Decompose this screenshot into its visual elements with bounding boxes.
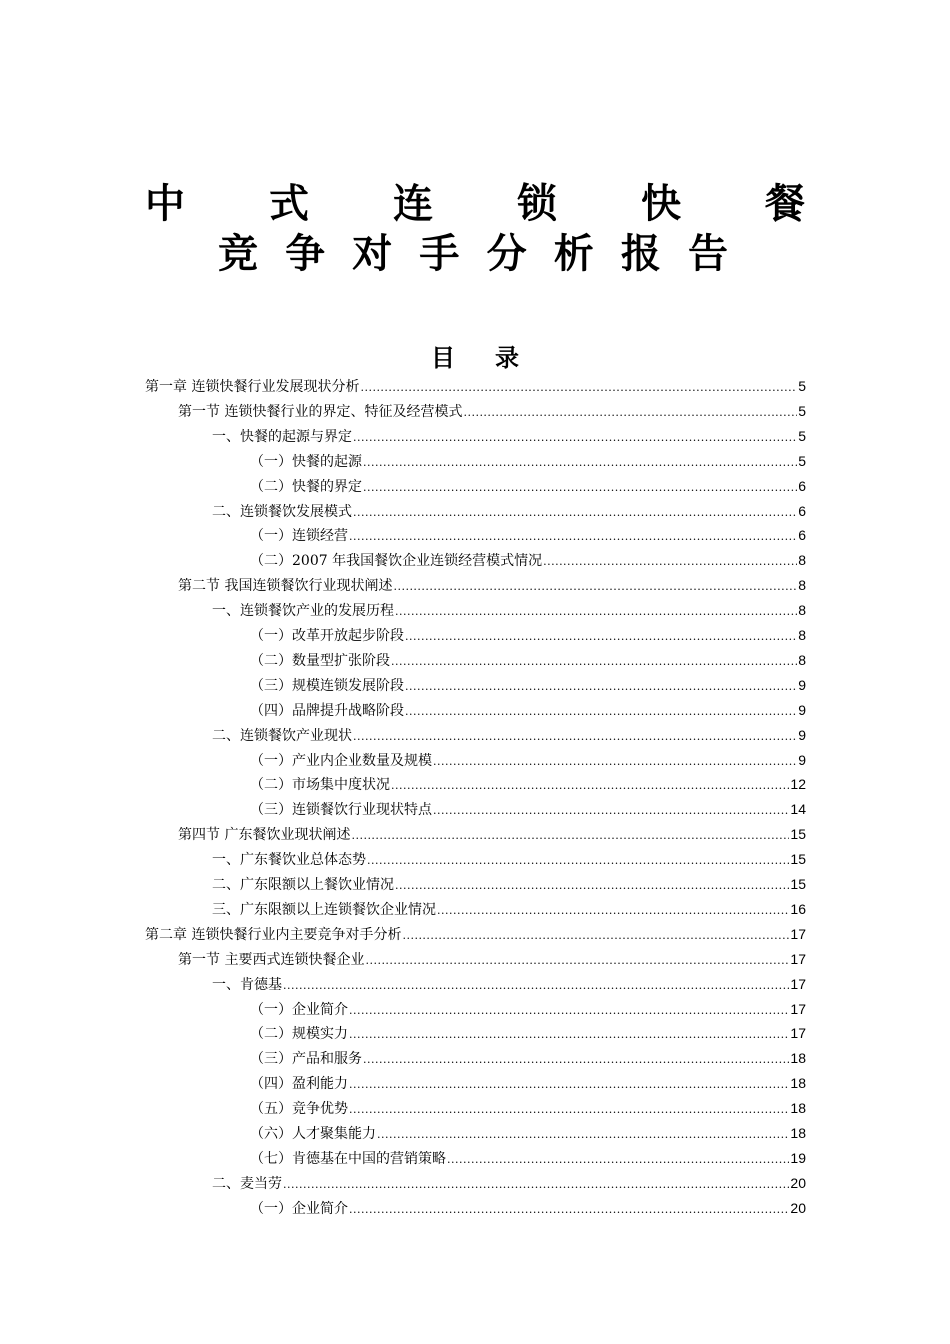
toc-page-number: 16 <box>790 900 806 917</box>
toc-entry-title: （二）快餐的界定 <box>250 478 362 495</box>
toc-dot-leader <box>437 898 789 923</box>
toc-page-number: 18 <box>790 1125 806 1141</box>
document-title-line-2 <box>218 230 728 278</box>
toc-page-number: 5 <box>798 378 806 394</box>
document-title-line-1 <box>145 180 805 228</box>
title-char: 争 <box>285 231 326 277</box>
title-char: 对 <box>352 231 393 277</box>
toc-page-number: 20 <box>790 1199 806 1216</box>
toc-dot-leader <box>363 475 797 500</box>
toc-dot-leader <box>395 873 789 898</box>
toc-entry[interactable] <box>212 972 806 997</box>
toc-entry-title: 一、广东餐饮业总体态势 <box>212 852 366 869</box>
toc-entry-title: 一、快餐的起源与界定 <box>212 428 352 445</box>
toc-entry[interactable] <box>250 997 806 1022</box>
title-char: 析 <box>553 231 594 277</box>
toc-page-number: 17 <box>790 1025 806 1042</box>
title-char: 餐 <box>765 181 805 227</box>
toc-page-number: 15 <box>790 876 806 892</box>
toc-dot-leader <box>353 500 797 525</box>
toc-page-number: 15 <box>790 826 806 843</box>
title-char: 分 <box>486 231 527 277</box>
toc-entry-title: 第一节 主要西式连锁快餐企业 <box>178 951 365 968</box>
toc-dot-leader <box>283 1172 789 1197</box>
toc-entry[interactable] <box>250 548 806 573</box>
toc-entry-title: （二）规模实力 <box>250 1026 348 1043</box>
toc-entry[interactable] <box>212 598 806 623</box>
toc-entry-title: （四）品牌提升战略阶段 <box>250 702 404 719</box>
toc-page-number: 6 <box>798 477 806 494</box>
toc-page-number: 12 <box>790 776 806 793</box>
toc-page-number: 9 <box>798 726 806 743</box>
toc-entry-title: （一）连锁经营 <box>250 528 348 545</box>
toc-dot-leader <box>349 1197 789 1222</box>
title-char: 手 <box>419 231 460 277</box>
toc-page-number: 9 <box>798 676 806 693</box>
toc-dot-leader <box>447 1147 789 1172</box>
toc-entry[interactable] <box>212 424 806 449</box>
toc-entry[interactable] <box>250 698 806 723</box>
toc-entry-title: 二、连锁餐饮发展模式 <box>212 503 352 520</box>
toc-entry[interactable] <box>250 797 806 822</box>
toc-entry-title: （一）企业简介 <box>250 1200 348 1217</box>
toc-dot-leader <box>360 375 797 400</box>
toc-entry-title: （一）企业简介 <box>250 1001 348 1018</box>
toc-page-number: 8 <box>798 627 806 643</box>
toc-dot-leader <box>463 400 797 425</box>
toc-dot-leader <box>363 450 797 475</box>
toc-page-number: 18 <box>790 1100 806 1117</box>
toc-entry[interactable] <box>250 623 806 648</box>
toc-entry[interactable] <box>212 1171 806 1196</box>
toc-entry-title: （三）规模连锁发展阶段 <box>250 677 404 694</box>
toc-page-number: 17 <box>790 925 806 942</box>
toc-dot-leader <box>402 923 789 948</box>
toc-page-number: 9 <box>798 751 806 768</box>
title-char: 告 <box>687 231 728 277</box>
toc-page-number: 8 <box>798 577 806 594</box>
toc-dot-leader <box>543 549 797 574</box>
toc-entry-title: （二）市场集中度状况 <box>250 777 390 794</box>
title-char: 式 <box>269 181 309 227</box>
toc-entry-title: 一、肯德基 <box>212 976 282 993</box>
toc-entry[interactable] <box>250 1071 806 1096</box>
toc-entry-title: 一、连锁餐饮产业的发展历程 <box>212 603 394 620</box>
title-char: 快 <box>641 181 681 227</box>
toc-page-number: 8 <box>798 651 806 668</box>
toc-page-number: 5 <box>798 402 806 419</box>
toc-dot-leader <box>391 649 797 674</box>
toc-dot-leader <box>393 574 797 599</box>
toc-entry-title: 三、广东限额以上连锁餐饮企业情况 <box>212 901 436 918</box>
toc-page-number: 17 <box>790 1000 806 1017</box>
toc-dot-leader <box>349 1072 789 1097</box>
toc-entry-title: 二、麦当劳 <box>212 1175 282 1192</box>
toc-page-number: 8 <box>798 602 806 619</box>
toc-entry[interactable] <box>250 648 806 673</box>
toc-page-number: 18 <box>790 1075 806 1092</box>
toc-page-number: 18 <box>790 1050 806 1067</box>
toc-entry-title: 第一节 连锁快餐行业的界定、特征及经营模式 <box>178 403 463 420</box>
toc-entry-title: （三）连锁餐饮行业现状特点 <box>250 802 432 819</box>
toc-dot-leader <box>367 848 789 873</box>
toc-entry[interactable] <box>250 1046 806 1071</box>
title-char: 中 <box>145 181 185 227</box>
toc-entry[interactable] <box>212 723 806 748</box>
toc-dot-leader <box>377 1122 789 1147</box>
toc-entry-title: 二、广东限额以上餐饮业情况 <box>212 877 394 893</box>
toc-entry-title: （七）肯德基在中国的营销策略 <box>250 1150 446 1167</box>
toc-dot-leader <box>349 524 797 549</box>
toc-entry-title: （三）产品和服务 <box>250 1051 362 1068</box>
toc-entry[interactable] <box>212 847 806 872</box>
toc-dot-leader <box>405 674 797 699</box>
toc-entry-title: 第一章 连锁快餐行业发展现状分析 <box>145 379 360 395</box>
title-char: 竞 <box>218 231 258 277</box>
toc-entry[interactable] <box>250 523 806 548</box>
toc-page-number: 9 <box>798 701 806 718</box>
toc-entry[interactable] <box>212 499 806 524</box>
toc-entry-title: （一）产业内企业数量及规模 <box>250 752 432 769</box>
toc-entry[interactable] <box>250 673 806 698</box>
toc-entry[interactable] <box>178 947 806 972</box>
toc-entry-title: 第四节 广东餐饮业现状阐述 <box>178 827 351 844</box>
toc-entry[interactable] <box>145 374 806 399</box>
toc-entry-title: 第二节 我国连锁餐饮行业现状阐述 <box>178 578 393 595</box>
toc-dot-leader <box>351 823 789 848</box>
toc-page-number: 8 <box>798 552 806 569</box>
toc-entry[interactable] <box>178 399 806 424</box>
toc-entry-title: （二）2007 年我国餐饮企业连锁经营模式情况 <box>250 553 543 570</box>
toc-page-number: 6 <box>798 527 806 544</box>
toc-dot-leader <box>433 798 789 823</box>
toc-dot-leader <box>365 948 789 973</box>
toc-page-number: 5 <box>798 427 806 444</box>
toc-dot-leader <box>391 773 789 798</box>
toc-entry-title: （一）快餐的起源 <box>250 453 362 470</box>
toc-entry[interactable] <box>212 872 806 897</box>
toc-entry[interactable] <box>250 748 806 773</box>
toc-entry[interactable] <box>145 922 806 947</box>
toc-entry[interactable] <box>178 822 806 847</box>
toc-entry-title: 第二章 连锁快餐行业内主要竞争对手分析 <box>145 926 402 943</box>
toc-entry[interactable] <box>178 573 806 598</box>
toc-entry[interactable] <box>250 772 806 797</box>
toc-entry-title: （四）盈利能力 <box>250 1076 348 1093</box>
toc-page-number: 17 <box>790 950 806 967</box>
toc-page-number: 5 <box>798 452 806 469</box>
toc-dot-leader <box>395 599 797 624</box>
toc-page-number: 17 <box>790 975 806 992</box>
toc-entry-title: （五）竞争优势 <box>250 1101 348 1118</box>
toc-dot-leader <box>353 425 797 450</box>
toc-dot-leader <box>283 973 789 998</box>
toc-heading: 目录 <box>431 344 559 372</box>
toc-dot-leader <box>405 699 797 724</box>
title-char: 连 <box>393 181 433 227</box>
toc-entry[interactable] <box>250 1121 806 1146</box>
toc-dot-leader <box>353 724 797 749</box>
toc-dot-leader <box>363 1047 789 1072</box>
toc-entry[interactable] <box>212 897 806 922</box>
toc-entry[interactable] <box>250 474 806 499</box>
toc-entry-title: （六）人才聚集能力 <box>250 1126 376 1142</box>
toc-entry[interactable] <box>250 1146 806 1171</box>
toc-page-number: 15 <box>790 851 806 868</box>
title-char: 锁 <box>517 181 557 227</box>
toc-dot-leader <box>349 1097 789 1122</box>
toc-page-number: 20 <box>790 1174 806 1191</box>
toc-dot-leader <box>433 749 797 774</box>
toc-dot-leader <box>405 624 797 649</box>
toc-dot-leader <box>349 998 789 1023</box>
toc-dot-leader <box>349 1022 789 1047</box>
toc-page-number: 6 <box>798 502 806 519</box>
title-char: 报 <box>620 231 661 277</box>
toc-entry-title: 二、连锁餐饮产业现状 <box>212 727 352 744</box>
toc-entry[interactable] <box>250 449 806 474</box>
toc-entry-title: （二）数量型扩张阶段 <box>250 652 390 669</box>
toc-entry[interactable] <box>250 1021 806 1046</box>
toc-entry[interactable] <box>250 1196 806 1221</box>
toc-page-number: 14 <box>790 801 806 818</box>
toc-entry-title: （一）改革开放起步阶段 <box>250 628 404 644</box>
toc-page-number: 19 <box>790 1149 806 1166</box>
toc-entry[interactable] <box>250 1096 806 1121</box>
